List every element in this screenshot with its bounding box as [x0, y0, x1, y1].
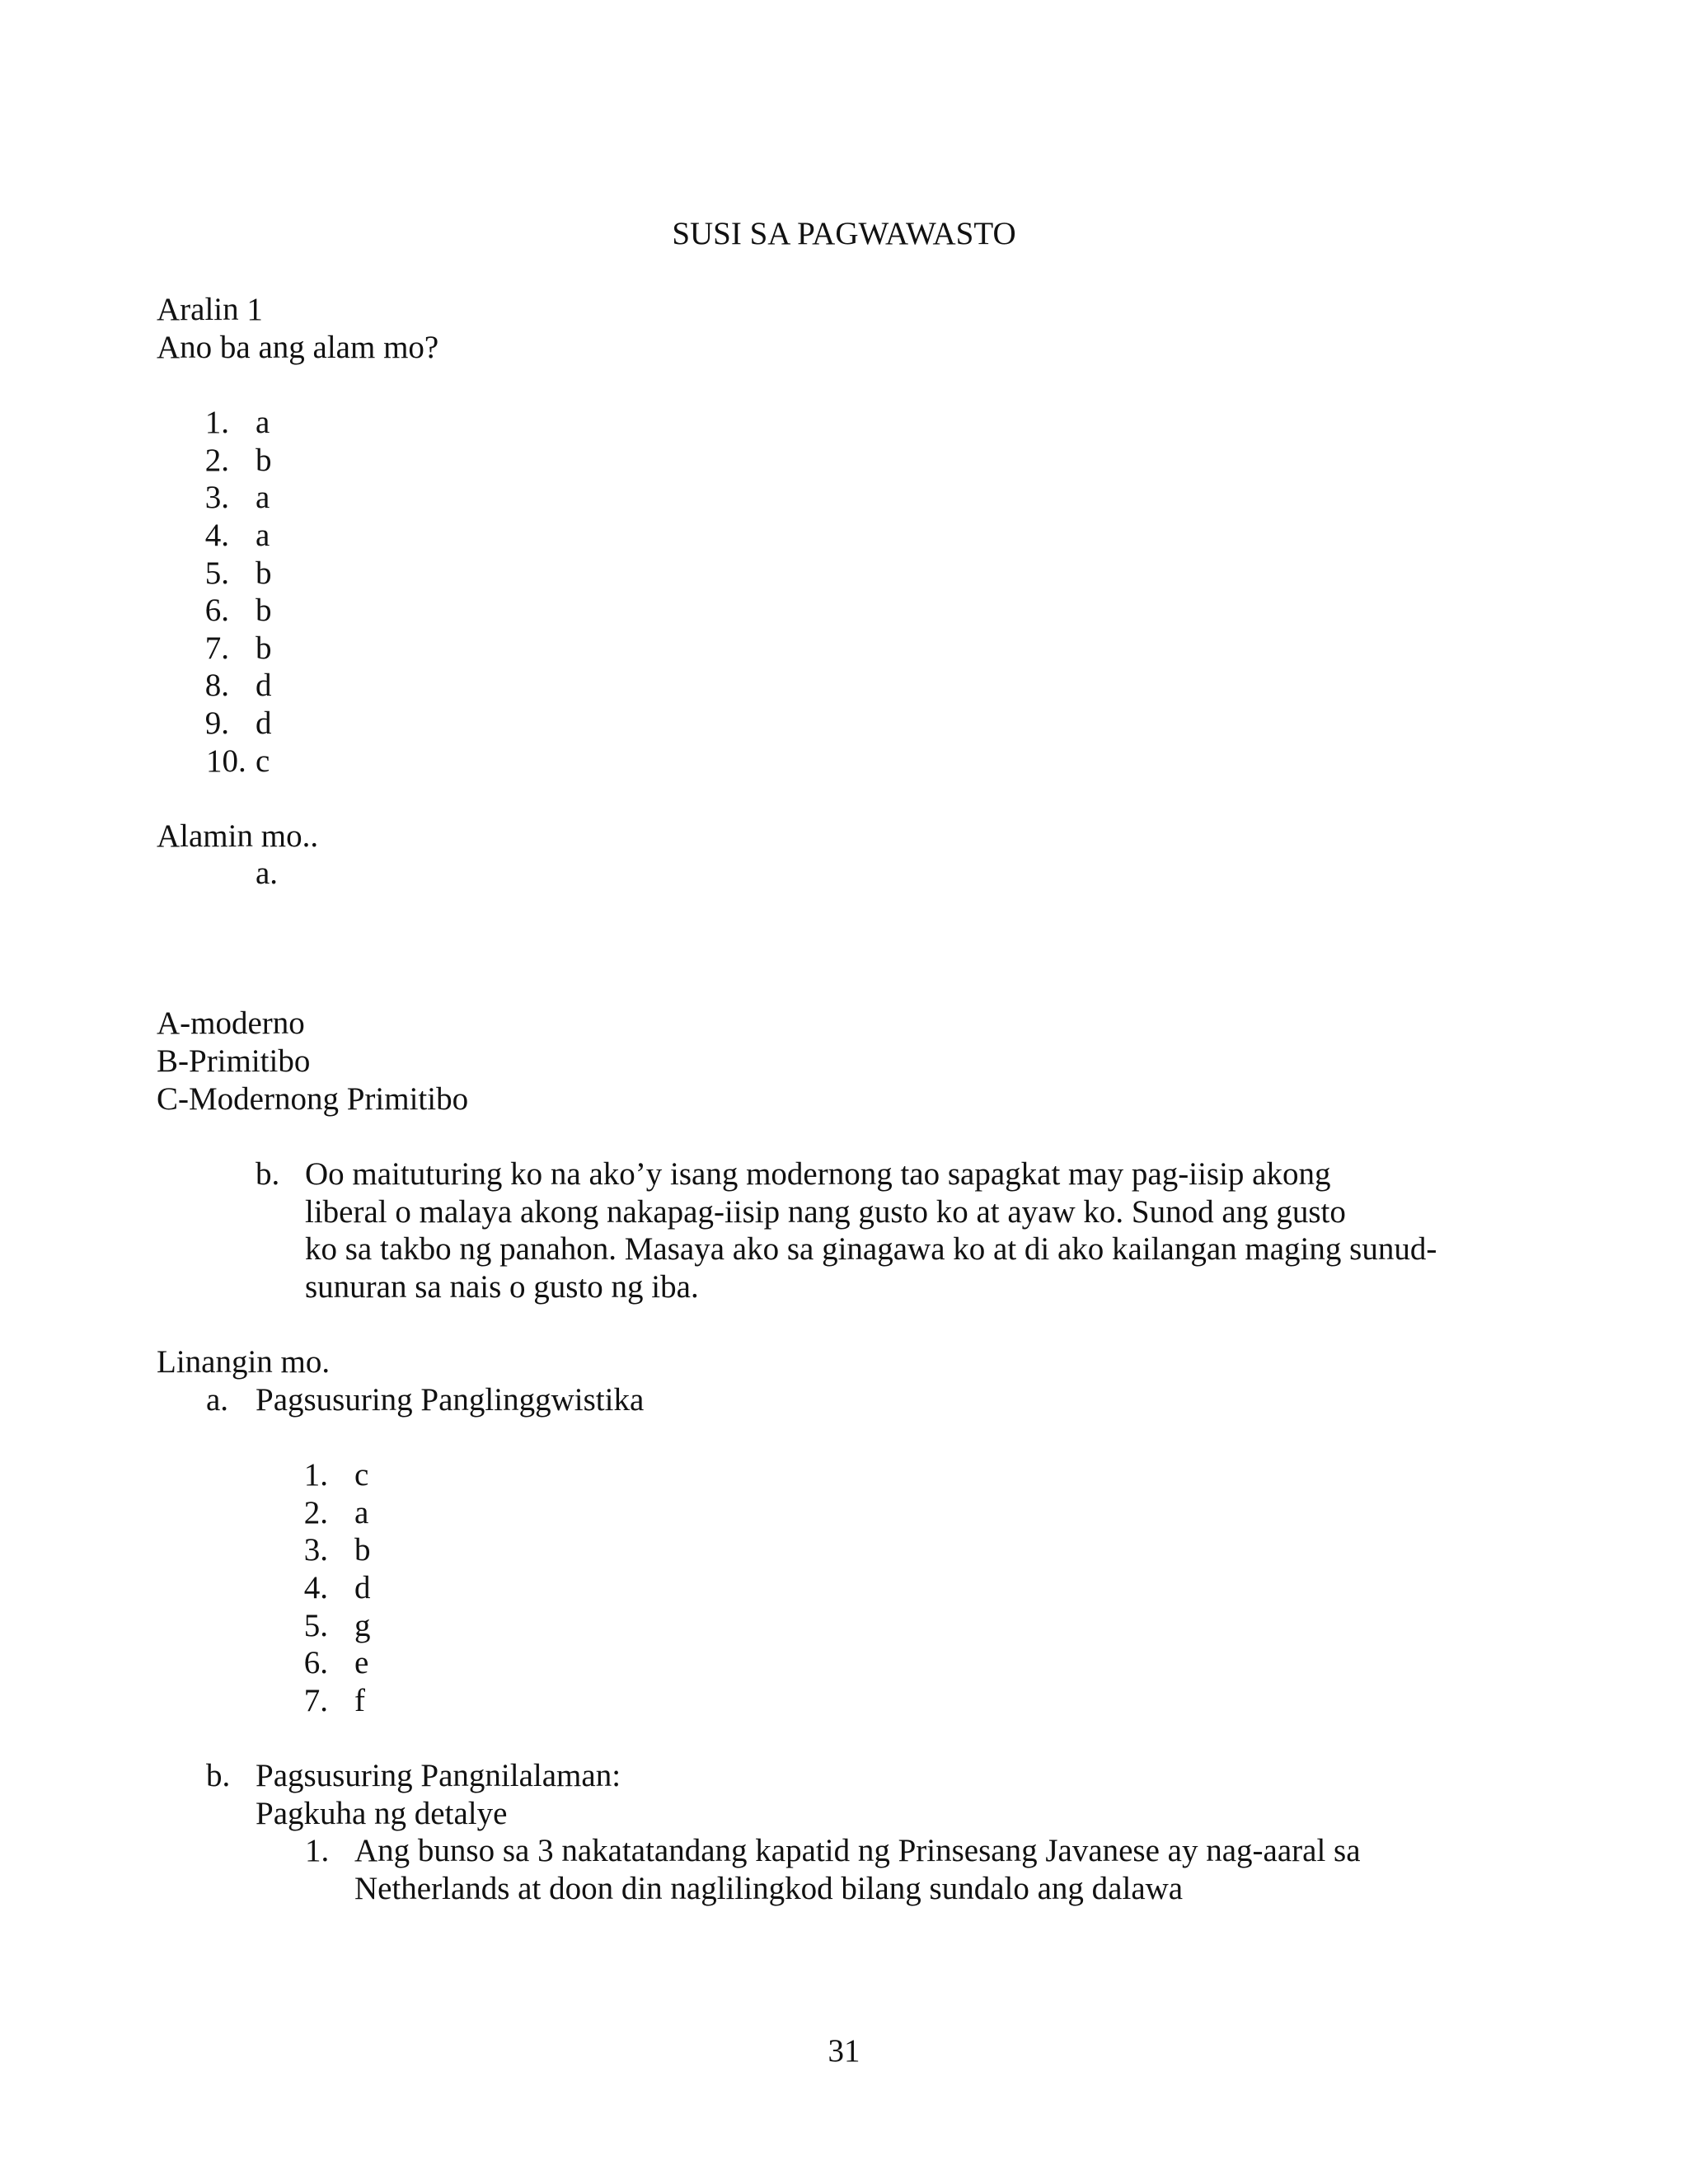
page-number: 31 — [828, 2033, 860, 2069]
paragraph-line: sunuran sa nais o gusto ng iba. — [305, 1269, 699, 1305]
answer-number: 7. — [204, 630, 229, 666]
answer-letter: a — [256, 480, 270, 515]
answer-number: 5. — [303, 1608, 328, 1643]
answer-letter: a — [256, 405, 270, 440]
answer-letter: e — [354, 1645, 369, 1680]
alamin-heading: Alamin mo.. — [157, 818, 319, 854]
alamin-item-a-marker: a. — [256, 855, 279, 891]
paragraph-line: ko sa takbo ng panahon. Masaya ako sa ginagawa ko at di ako kailangan maging sunud- — [305, 1231, 1437, 1267]
answer-letter: b — [354, 1532, 371, 1568]
linangin-heading: Linangin mo. — [157, 1344, 331, 1380]
answer-number: 2. — [303, 1495, 328, 1530]
answer-number: 6. — [204, 593, 229, 628]
page-title: SUSI SA PAGWAWASTO — [672, 216, 1016, 251]
answer-letter: d — [256, 705, 272, 741]
lesson-heading: Aralin 1 — [157, 292, 263, 327]
category-item: B-Primitibo — [157, 1043, 311, 1079]
answer-letter: a — [354, 1495, 369, 1530]
section-a-label: Pagsusuring Panglinggwistika — [256, 1382, 645, 1418]
answer-letter: d — [354, 1570, 371, 1605]
answer-letter: b — [256, 593, 272, 628]
section-b-marker: b. — [206, 1758, 231, 1793]
alamin-item-b-marker: b. — [256, 1156, 280, 1192]
answer-letter: c — [354, 1457, 369, 1493]
category-item: C-Modernong Primitibo — [157, 1081, 469, 1117]
answer-number: 1. — [303, 1457, 328, 1493]
detail-item-number: 1. — [305, 1833, 330, 1868]
paragraph-line: Ang bunso sa 3 nakatatandang kapatid ng Prinsesang Javanese ay nag-aaral sa — [354, 1833, 1361, 1868]
section-b-sublabel: Pagkuha ng detalye — [256, 1796, 508, 1831]
answer-letter: d — [256, 668, 272, 703]
answer-number: 7. — [303, 1683, 328, 1718]
answer-number: 4. — [303, 1570, 328, 1605]
answer-letter: g — [354, 1608, 371, 1643]
answer-letter: c — [256, 743, 270, 779]
section-b-label: Pagsusuring Pangnilalaman: — [256, 1758, 621, 1793]
answer-letter: f — [354, 1683, 365, 1718]
answer-number: 10. — [206, 743, 246, 779]
answer-number: 9. — [204, 705, 229, 741]
answer-number: 3. — [303, 1532, 328, 1568]
answer-number: 6. — [303, 1645, 328, 1680]
paragraph-line: Oo maituturing ko na ako’y isang modernong tao sapagkat may pag-iisip akong — [305, 1156, 1331, 1192]
answer-number: 1. — [204, 405, 229, 440]
answer-letter: a — [256, 518, 270, 553]
answer-number: 3. — [204, 480, 229, 515]
answer-number: 2. — [204, 443, 229, 478]
answer-letter: b — [256, 630, 272, 666]
answer-number: 5. — [204, 555, 229, 591]
section-a-marker: a. — [206, 1382, 229, 1418]
answer-letter: b — [256, 555, 272, 591]
paragraph-line: Netherlands at doon din naglilingkod bilang sundalo ang dalawa — [354, 1871, 1184, 1906]
lesson-subheading: Ano ba ang alam mo? — [157, 330, 439, 365]
answer-number: 8. — [204, 668, 229, 703]
paragraph-line: liberal o malaya akong nakapag-iisip nang gusto ko at ayaw ko. Sunod ang gusto — [305, 1194, 1346, 1230]
category-item: A-moderno — [157, 1005, 305, 1041]
answer-number: 4. — [204, 518, 229, 553]
answer-letter: b — [256, 443, 272, 478]
